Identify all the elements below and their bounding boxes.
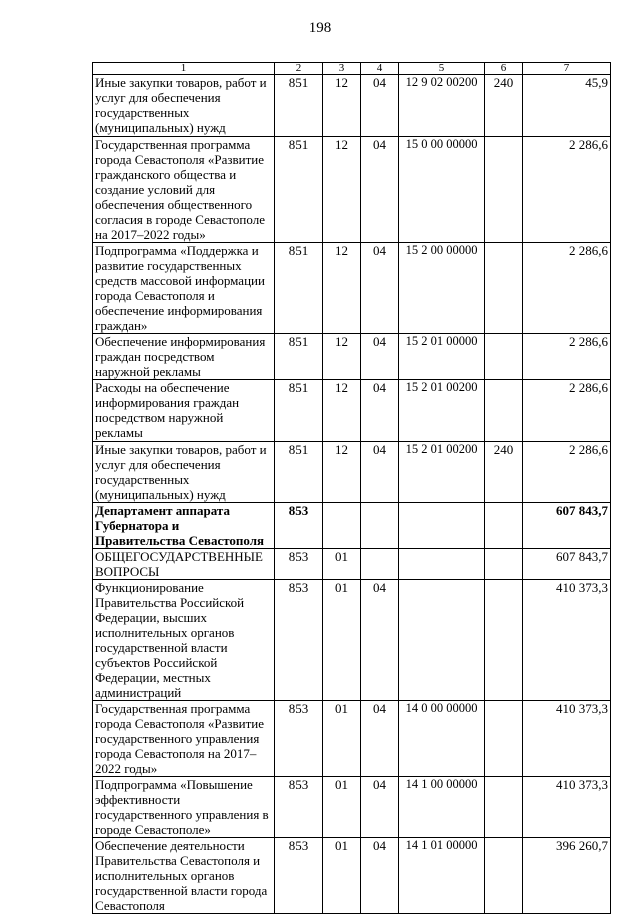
row-name-cell: Иные закупки товаров, работ и услуг для обеспечения государственных (муниципальных) нужд xyxy=(93,75,275,137)
expense-type-cell xyxy=(485,838,523,914)
gr-code-cell: 851 xyxy=(275,334,323,380)
section-code-cell xyxy=(323,503,361,549)
header-cell-3: 3 xyxy=(323,63,361,75)
table-row xyxy=(93,838,611,914)
target-article-cell xyxy=(399,580,485,701)
gr-code-cell: 853 xyxy=(275,701,323,777)
table-row xyxy=(93,334,611,380)
target-article-cell: 15 0 00 00000 xyxy=(399,137,485,243)
table-row xyxy=(93,701,611,777)
row-name-cell: Государственная программа города Севастополя «Развитие государственного управления города Севастополя на 2017–2022 годы» xyxy=(93,701,275,777)
table-row xyxy=(93,380,611,442)
expense-type-cell xyxy=(485,580,523,701)
header-row xyxy=(93,63,611,75)
row-name-cell: Департамент аппарата Губернатора и Правительства Севастополя xyxy=(93,503,275,549)
table-row xyxy=(93,75,611,137)
row-name-cell: Обеспечение информирования граждан посредством наружной рекламы xyxy=(93,334,275,380)
target-article-cell: 12 9 02 00200 xyxy=(399,75,485,137)
header-cell-1: 1 xyxy=(93,63,275,75)
amount-cell: 607 843,7 xyxy=(523,549,611,580)
section-code-cell: 12 xyxy=(323,442,361,503)
subsection-code-cell: 04 xyxy=(361,442,399,503)
section-code-cell: 12 xyxy=(323,137,361,243)
gr-code-cell: 851 xyxy=(275,442,323,503)
expense-type-cell xyxy=(485,777,523,838)
amount-cell: 2 286,6 xyxy=(523,137,611,243)
amount-cell: 410 373,3 xyxy=(523,777,611,838)
target-article-cell: 15 2 00 00000 xyxy=(399,243,485,334)
table-row xyxy=(93,503,611,549)
subsection-code-cell: 04 xyxy=(361,75,399,137)
row-name-cell: Иные закупки товаров, работ и услуг для обеспечения государственных (муниципальных) нужд xyxy=(93,442,275,503)
amount-cell: 2 286,6 xyxy=(523,243,611,334)
amount-cell: 410 373,3 xyxy=(523,701,611,777)
target-article-cell: 14 1 01 00000 xyxy=(399,838,485,914)
subsection-code-cell: 04 xyxy=(361,580,399,701)
row-name-cell: Функционирование Правительства Российской Федерации, высших исполнительных органов государственной власти субъектов Российской Федерации, местных администраций xyxy=(93,580,275,701)
table-row xyxy=(93,243,611,334)
subsection-code-cell: 04 xyxy=(361,334,399,380)
section-code-cell: 01 xyxy=(323,777,361,838)
table-row xyxy=(93,137,611,243)
gr-code-cell: 853 xyxy=(275,838,323,914)
target-article-cell: 15 2 01 00000 xyxy=(399,334,485,380)
header-cell-7: 7 xyxy=(523,63,611,75)
gr-code-cell: 851 xyxy=(275,380,323,442)
expense-type-cell xyxy=(485,137,523,243)
table-body xyxy=(93,75,611,914)
gr-code-cell: 851 xyxy=(275,137,323,243)
row-name-cell: Государственная программа города Севастополя «Развитие гражданского общества и создание условий для обеспечения общественного согласия в городе Севастополе на 2017–2022 годы» xyxy=(93,137,275,243)
subsection-code-cell: 04 xyxy=(361,137,399,243)
gr-code-cell: 853 xyxy=(275,777,323,838)
amount-cell: 410 373,3 xyxy=(523,580,611,701)
header-cell-6: 6 xyxy=(485,63,523,75)
amount-cell: 607 843,7 xyxy=(523,503,611,549)
page-number: 198 xyxy=(308,20,332,36)
table-row xyxy=(93,549,611,580)
section-code-cell: 12 xyxy=(323,243,361,334)
row-name-cell: Обеспечение деятельности Правительства Севастополя и исполнительных органов государственной власти города Севастополя xyxy=(93,838,275,914)
gr-code-cell: 853 xyxy=(275,549,323,580)
gr-code-cell: 853 xyxy=(275,503,323,549)
expense-type-cell: 240 xyxy=(485,442,523,503)
section-code-cell: 01 xyxy=(323,549,361,580)
expense-type-cell xyxy=(485,243,523,334)
expense-type-cell xyxy=(485,334,523,380)
target-article-cell: 14 1 00 00000 xyxy=(399,777,485,838)
gr-code-cell: 851 xyxy=(275,75,323,137)
gr-code-cell: 851 xyxy=(275,243,323,334)
amount-cell: 2 286,6 xyxy=(523,334,611,380)
expense-type-cell xyxy=(485,701,523,777)
expense-type-cell xyxy=(485,549,523,580)
row-name-cell: Подпрограмма «Поддержка и развитие государственных средств массовой информации города Севастополя и обеспечение информирования граждан» xyxy=(93,243,275,334)
table-row xyxy=(93,442,611,503)
row-name-cell: ОБЩЕГОСУДАРСТВЕННЫЕ ВОПРОСЫ xyxy=(93,549,275,580)
expense-type-cell xyxy=(485,380,523,442)
section-code-cell: 01 xyxy=(323,580,361,701)
target-article-cell xyxy=(399,549,485,580)
subsection-code-cell: 04 xyxy=(361,380,399,442)
subsection-code-cell xyxy=(361,503,399,549)
table-row xyxy=(93,580,611,701)
subsection-code-cell: 04 xyxy=(361,777,399,838)
section-code-cell: 12 xyxy=(323,334,361,380)
gr-code-cell: 853 xyxy=(275,580,323,701)
subsection-code-cell: 04 xyxy=(361,701,399,777)
target-article-cell: 15 2 01 00200 xyxy=(399,442,485,503)
subsection-code-cell xyxy=(361,549,399,580)
section-code-cell: 01 xyxy=(323,701,361,777)
target-article-cell xyxy=(399,503,485,549)
expense-type-cell: 240 xyxy=(485,75,523,137)
section-code-cell: 12 xyxy=(323,75,361,137)
table-row xyxy=(93,777,611,838)
subsection-code-cell: 04 xyxy=(361,243,399,334)
section-code-cell: 12 xyxy=(323,380,361,442)
target-article-cell: 15 2 01 00200 xyxy=(399,380,485,442)
amount-cell: 2 286,6 xyxy=(523,442,611,503)
row-name-cell: Подпрограмма «Повышение эффективности государственного управления в городе Севастополе» xyxy=(93,777,275,838)
header-cell-4: 4 xyxy=(361,63,399,75)
budget-table xyxy=(92,62,611,914)
header-cell-5: 5 xyxy=(399,63,485,75)
target-article-cell: 14 0 00 00000 xyxy=(399,701,485,777)
header-cell-2: 2 xyxy=(275,63,323,75)
amount-cell: 396 260,7 xyxy=(523,838,611,914)
section-code-cell: 01 xyxy=(323,838,361,914)
subsection-code-cell: 04 xyxy=(361,838,399,914)
row-name-cell: Расходы на обеспечение информирования граждан посредством наружной рекламы xyxy=(93,380,275,442)
amount-cell: 45,9 xyxy=(523,75,611,137)
amount-cell: 2 286,6 xyxy=(523,380,611,442)
expense-type-cell xyxy=(485,503,523,549)
